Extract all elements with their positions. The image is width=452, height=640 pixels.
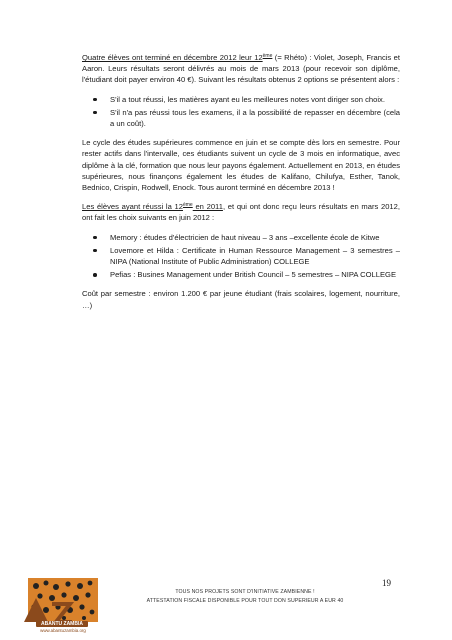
page-number: 19	[382, 578, 391, 588]
footer-line: TOUS NOS PROJETS SONT D'INITIATIVE ZAMBIENNE !	[175, 589, 315, 595]
list-item: Lovemore et Hilda : Certificate in Human Ressource Management – 3 semestres – NIPA (National Institute of Public Administration) COLLEGE	[110, 245, 400, 267]
paragraph-graduates-2012	[82, 52, 400, 86]
paragraph-higher-studies: Le cycle des études supérieures commence en juin et se compte dès lors en semestre. Pour rester actifs dans l'intervalle, ces étudiants suivent un cycle de 3 mois en informatique, avec diplôme à la clé, formation que nous leur payons également. Actuellement en 2013, en études supérieures, nous finançons également les études de Kalifano, Chilufya, Esther, Tanok, Bednico, Crispin, Rodwell, Enock. Tous auront terminé en décembre 2013 !	[82, 138, 400, 193]
list-item: Memory : études d'électricien de haut niveau – 3 ans –excellente école de Kitwe	[110, 232, 400, 243]
paragraph-rest: , et qui ont donc reçu leurs résultats en mars 2012, ont fait les choix suivants en juin 2012 :	[82, 202, 400, 223]
logo-name: ABANTU ZAMBIA	[36, 621, 88, 627]
list-item: Pefias : Busines Management under British Council – 5 semestres – NIPA COLLEGE	[110, 269, 400, 280]
paragraph-rest: (= Rhéto) : Violet, Joseph, Francis et Aaron. Leurs résultats seront délivrés au mois de mars 2013 (pour recevoir son diplôme, l'étudiant doit payer environ 40 €). Suivant les résultats obtenus 2 options se présentent alors :	[82, 53, 400, 85]
footer-line: ATTESTATION FISCALE DISPONIBLE POUR TOUT DON SUPERIEUR A EUR 40	[146, 597, 344, 604]
options-list	[82, 94, 400, 130]
paragraph-cost: Coût par semestre : environ 1.200 € par jeune étudiant (frais scolaires, logement, nourriture, …)	[82, 289, 400, 310]
superscript: ème	[182, 202, 193, 209]
choices-list	[82, 232, 400, 281]
superscript: ème	[262, 53, 273, 59]
list-item: S'il a tout réussi, les matières ayant eu les meilleures notes vont diriger son choix.	[110, 94, 400, 105]
underlined-year: en 2011	[192, 202, 223, 212]
logo-url: www.abantuzambia.org	[40, 628, 86, 633]
footer	[140, 588, 350, 605]
list-item: S'il n'a pas réussi tous les examens, il a la possibilité de repasser en décembre (cela a un coût).	[110, 107, 400, 129]
underlined-lead: Les élèves ayant réussi la 12	[82, 202, 183, 212]
underlined-lead: Quatre élèves ont terminé en décembre 2012 leur 12	[82, 53, 263, 62]
paragraph-graduates-2011	[82, 201, 400, 223]
body-text	[82, 52, 400, 319]
